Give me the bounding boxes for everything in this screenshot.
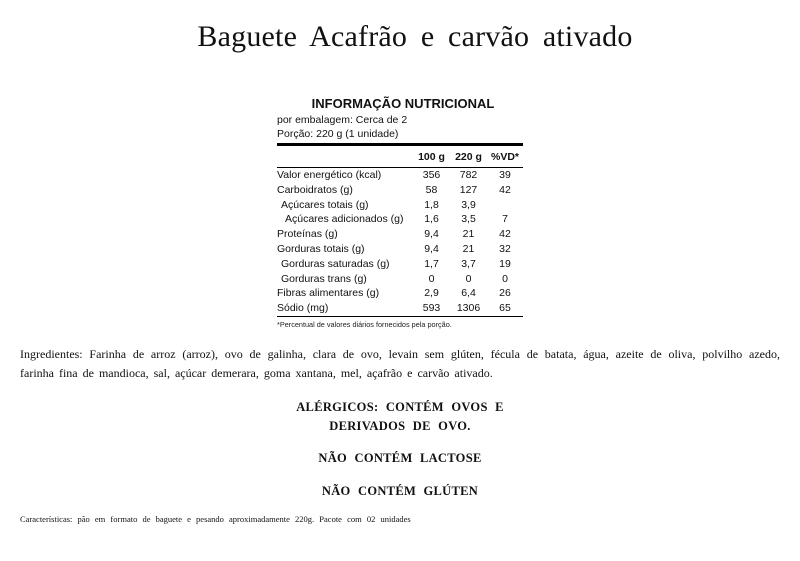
servings-per-package: por embalagem: Cerca de 2 [277, 114, 408, 126]
nutrient-label: Valor energético (kcal) [277, 169, 382, 181]
column-header: %VD* [487, 146, 523, 168]
nutrition-row [277, 183, 523, 198]
nutrition-row [277, 168, 523, 183]
per-portion-value: 3,9 [461, 198, 476, 211]
product-title: Baguete Acafrão e carvão ativado [197, 20, 633, 53]
nutrition-row [277, 257, 523, 272]
nutrient-label: Carboidratos (g) [277, 183, 353, 196]
column-header [277, 146, 413, 168]
per-portion-value: 21 [462, 242, 475, 255]
nutrition-row [277, 301, 523, 316]
per-100g-value: 9,4 [424, 242, 439, 255]
per-100g-value: 0 [428, 272, 435, 285]
per-portion-value: 3,5 [461, 213, 476, 226]
nutrient-label: Açúcares totais (g) [281, 198, 369, 211]
per-100g-value: 58 [425, 183, 438, 196]
serving-size: Porção: 220 g (1 unidade) [277, 128, 399, 140]
gluten-free-notice: NÃO CONTÉM GLÚTEN [321, 484, 479, 498]
daily-value-percent: 0 [502, 272, 508, 285]
column-header: 220 g [450, 146, 487, 168]
nutrition-facts-panel [277, 96, 523, 330]
nutrition-table [277, 146, 523, 317]
daily-value-percent: 32 [499, 242, 511, 255]
nutrition-row [277, 242, 523, 257]
nutrient-label: Açúcares adicionados (g) [285, 213, 404, 226]
nutrition-row [277, 286, 523, 301]
nutrition-row [277, 272, 523, 287]
per-portion-value: 127 [459, 183, 478, 196]
per-portion-value: 782 [459, 169, 478, 181]
nutrition-header-row [277, 146, 523, 168]
per-100g-value: 1,6 [424, 213, 439, 226]
per-portion-value: 1306 [450, 301, 487, 316]
daily-value-percent: 39 [499, 169, 511, 181]
allergen-warning [200, 398, 600, 436]
nutrition-row [277, 212, 523, 227]
per-100g-value: 2,9 [424, 287, 439, 300]
daily-value-percent: 7 [502, 213, 508, 226]
nutrient-label: Proteínas (g) [277, 228, 338, 241]
nutrition-row [277, 227, 523, 242]
per-portion-value: 21 [462, 228, 475, 241]
nutrient-label: Gorduras totais (g) [277, 242, 365, 255]
per-portion-value: 0 [465, 272, 472, 285]
nutrient-label: Gorduras trans (g) [281, 272, 367, 285]
lactose-free-notice: NÃO CONTÉM LACTOSE [318, 451, 482, 465]
per-portion-value: 6,4 [461, 287, 476, 300]
ingredients-text: Ingredientes: Farinha de arroz (arroz), ovo de galinha, clara de ovo, levain sem glúten, fécula de batata, água, azeite de oliva, polvilho azedo, farinha fina de mandioca, sal, açúcar demerara, goma xantana, mel, açafrão e carvão ativado. [20, 347, 780, 380]
daily-value-percent: 26 [499, 287, 511, 300]
per-100g-value: 356 [422, 169, 441, 181]
daily-value-percent: 65 [487, 301, 523, 316]
allergen-line: ALÉRGICOS: CONTÉM OVOS E [296, 400, 504, 414]
allergen-line: DERIVADOS DE OVO. [329, 419, 471, 433]
daily-value-percent: 19 [499, 257, 511, 270]
per-portion-value: 3,7 [461, 257, 476, 270]
nutrition-title: INFORMAÇÃO NUTRICIONAL [311, 96, 495, 111]
nutrient-label: Fibras alimentares (g) [277, 287, 380, 300]
nutrition-row [277, 198, 523, 213]
per-100g-value: 9,4 [424, 228, 439, 241]
nutrient-label: Gorduras saturadas (g) [281, 257, 390, 270]
nutrition-footnote: *Percentual de valores diários fornecidos pela porção. [277, 319, 452, 329]
per-100g-value: 1,7 [424, 257, 439, 270]
product-characteristics: Características: pão em formato de baguete e pesando aproximadamente 220g. Pacote com 02 unidades [20, 514, 411, 524]
nutrient-label: Sódio (mg) [277, 301, 413, 316]
daily-value-percent: 42 [499, 183, 511, 196]
daily-value-percent: 42 [499, 228, 511, 241]
daily-value-percent [487, 198, 523, 213]
per-100g-value: 1,8 [424, 198, 439, 211]
column-header: 100 g [413, 146, 450, 168]
per-100g-value: 593 [413, 301, 450, 316]
